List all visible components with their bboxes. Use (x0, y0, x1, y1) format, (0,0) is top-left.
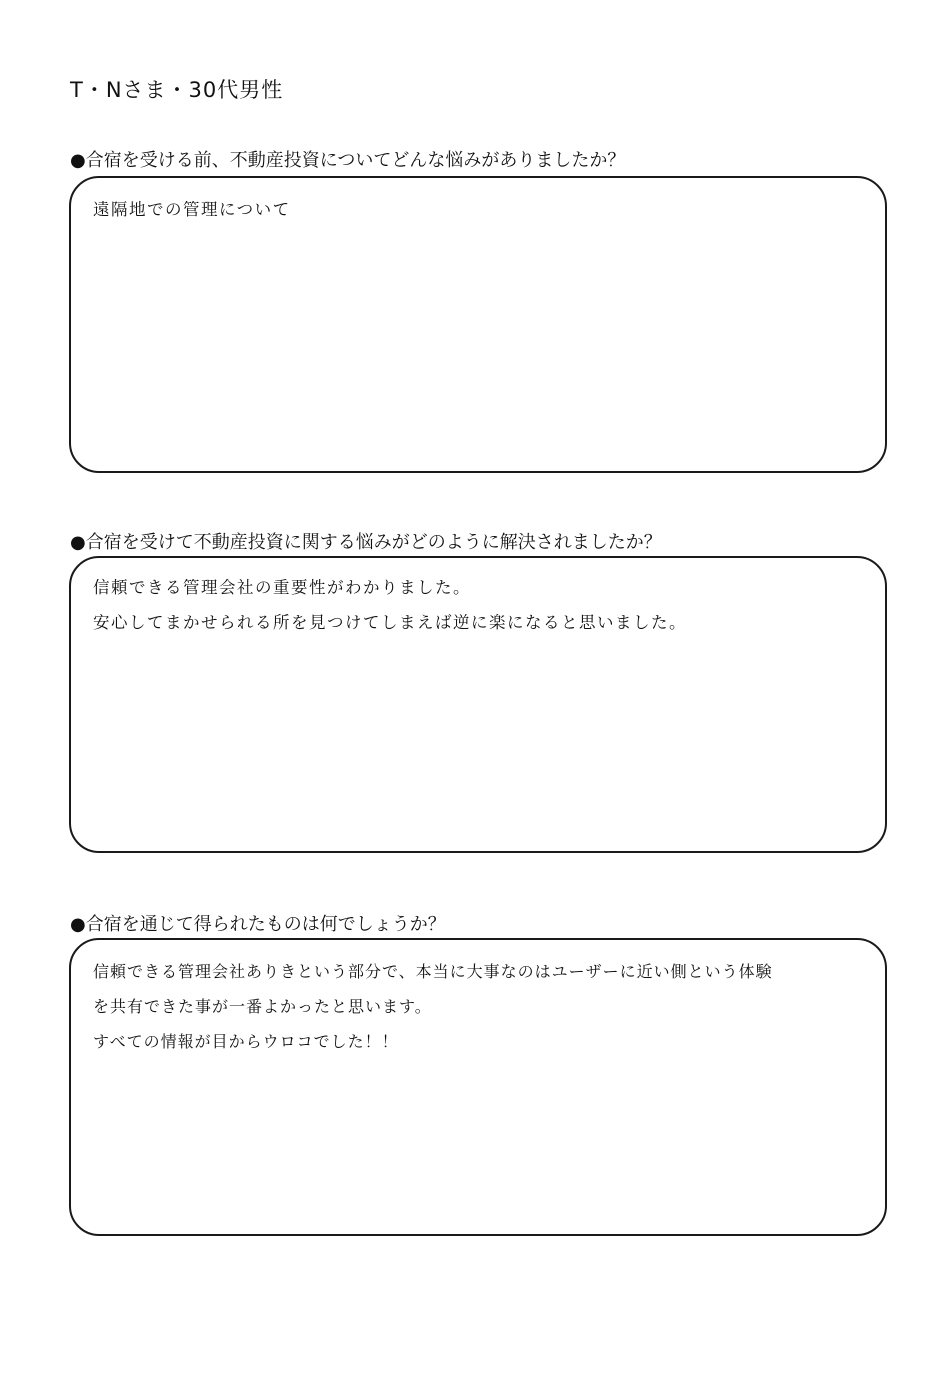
question-3: ●合宿を通じて得られたものは何でしょうか？ (70, 914, 446, 935)
question-2: ●合宿を受けて不動産投資に関する悩みがどのように解決されましたか？ (70, 532, 662, 553)
answer-box-2 (69, 556, 887, 853)
answer-2-line-2: 安心してまかせられる所を見つけてしまえば逆に楽になると思いました。 (93, 613, 687, 632)
answer-1-line-1: 遠隔地での管理について (93, 200, 291, 219)
answer-3-line-3: すべての情報が目からウロコでした！！ (93, 1032, 399, 1051)
answer-box-1 (69, 176, 887, 473)
answer-3-line-1: 信頼できる管理会社ありきという部分で、本当に大事なのはユーザーに近い側という体験 (93, 962, 773, 981)
answer-3-line-2: を共有できた事が一番よかったと思います。 (93, 997, 432, 1016)
question-1: ●合宿を受ける前、不動産投資についてどんな悩みがありましたか？ (70, 150, 626, 171)
answer-text-2 (93, 570, 871, 640)
answer-text-1 (93, 192, 871, 227)
respondent-label: T・Nさま・30代男性 (70, 78, 284, 102)
answer-2-line-1: 信頼できる管理会社の重要性がわかりました。 (93, 578, 471, 597)
answer-box-3 (69, 938, 887, 1236)
answer-text-3 (93, 954, 871, 1059)
